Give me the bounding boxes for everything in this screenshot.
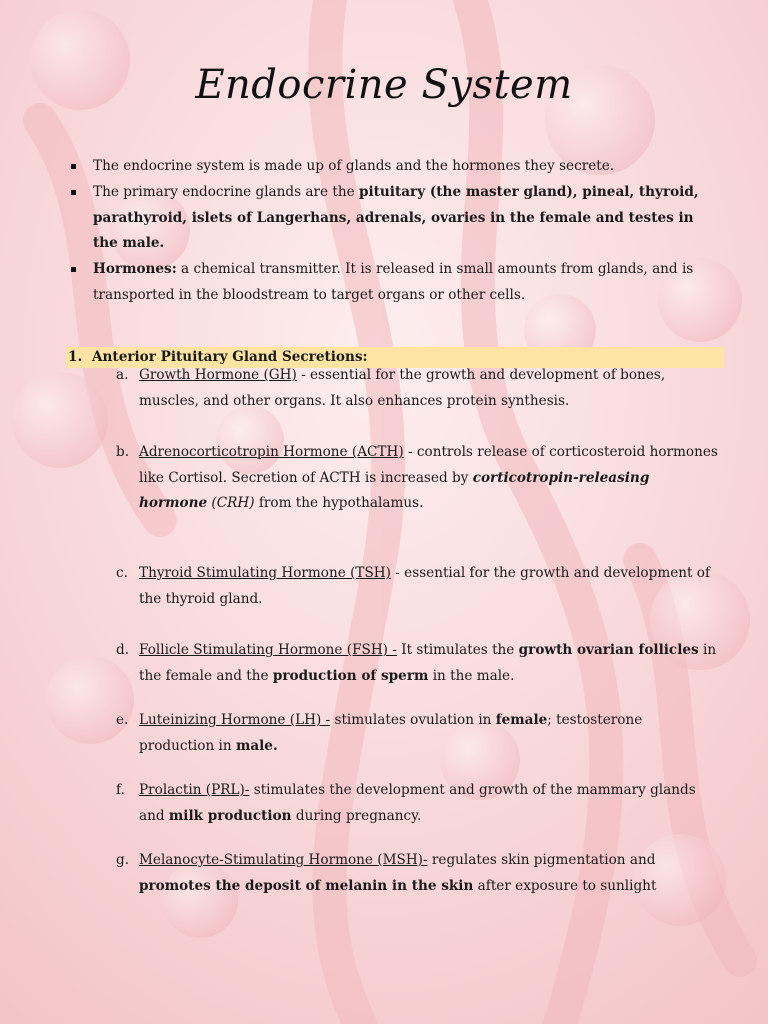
page-title: Endocrine System	[195, 62, 573, 108]
section-title: Anterior Pituitary Gland Secretions:	[92, 349, 368, 365]
intro-bullet-list	[68, 154, 708, 309]
bullet-item: The primary endocrine glands are the pituitary (the master gland), pineal, thyroid, parathyroid, islets of Langerhans, adrenals, ovaries in the female and testes in the male.	[68, 180, 708, 257]
section-number: 1.	[68, 349, 83, 365]
document-page: Endocrine System The endocrine system is made up of glands and the hormones they secrete. The primary endocrine glands are the pituitary (the master gland), pineal, thyroid, parathyroid, islets of Langerhans, adrenals, ovaries in the female and testes in the male. Hormones: a chemical transmitter. It is released in small amounts from glands, and is transported in the bloodstream to target organs or other cells. 1. Anterior Pituitary Gland Secretions: a. Growth Hormone (GH) - essential for the growth and development of bones, muscles, and other organs. It also enhances protein synthesis. b. Adrenocorticotropin Hormone (ACTH) - controls release of corticosteroid hormones like Cortisol. Secretion of ACTH is increased by corticotropin-releasing hormone (CRH) from the hypothalamus. c. Thyroid Stimulating Hormone (TSH) - essential for the growth and development of the thyroid gland. d. Follicle Stimulating Hormone (FSH) - It stimulates the growth ovarian follicles in the female and the production of sperm in the male. e. Luteinizing Hormone (LH) - stimulates ovulation in female; testosterone production in male. f. Prolactin (PRL)- stimulates the development and growth of the mammary glands and milk production during pregnancy. g. Melanocyte-Stimulating Hormone (MSH)- regulates skin pigmentation and promotes the deposit of melanin in the skin after exposure to sunlight	[0, 0, 768, 1024]
bullet-item: Hormones: a chemical transmitter. It is released in small amounts from glands, and is transported in the bloodstream to target organs or other cells.	[68, 257, 708, 309]
bullet-item: The endocrine system is made up of glands and the hormones they secrete.	[68, 154, 708, 180]
